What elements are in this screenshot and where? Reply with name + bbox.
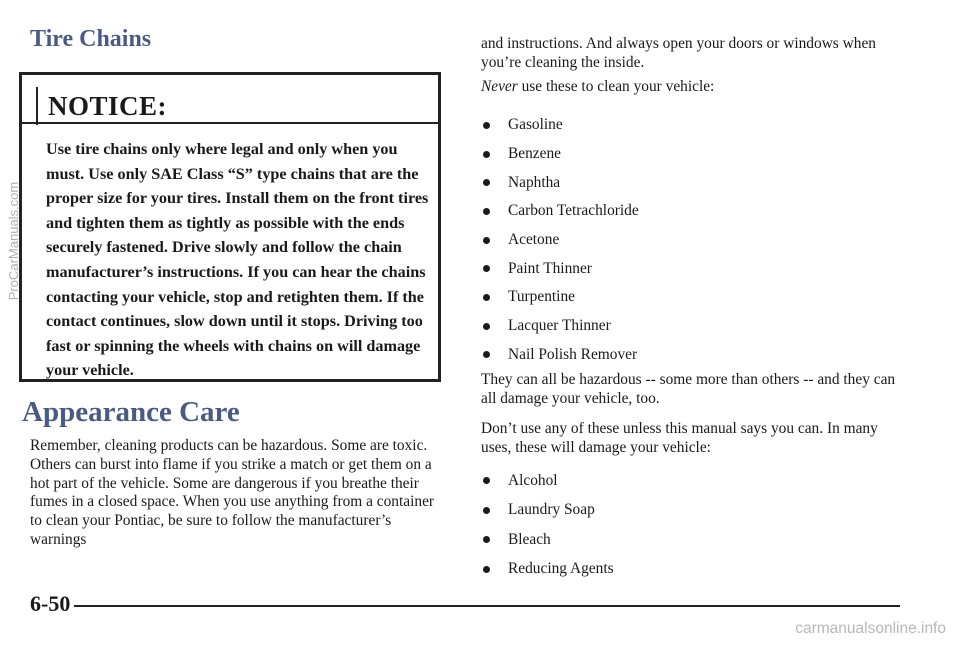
list-item	[481, 525, 614, 555]
hazard-paragraph: They can all be hazardous -- some more than others -- and they can all damage your vehicle, too.	[481, 371, 896, 407]
bullet-icon	[483, 536, 490, 543]
list-item	[481, 283, 639, 312]
list-item-label: Alcohol	[508, 471, 558, 489]
list-item-label: Reducing Agents	[508, 560, 614, 578]
list-item	[481, 168, 639, 197]
list-item	[481, 341, 639, 370]
list-item	[481, 111, 639, 140]
list-item	[481, 254, 639, 283]
bullet-icon	[483, 323, 490, 330]
bullet-icon	[483, 265, 490, 272]
bullet-icon	[483, 507, 490, 514]
bullet-icon	[483, 179, 490, 186]
page-number: 6-50	[30, 591, 71, 616]
list-item	[481, 466, 614, 496]
list-item-label: Paint Thinner	[508, 259, 592, 277]
never-intro-rest: use these to clean your vehicle:	[517, 78, 715, 95]
dont-use-list	[481, 466, 614, 584]
bullet-icon	[483, 237, 490, 244]
bullet-icon	[483, 351, 490, 358]
notice-box	[19, 72, 441, 382]
list-item-label: Lacquer Thinner	[508, 317, 611, 335]
bullet-icon	[483, 294, 490, 301]
list-item	[481, 496, 614, 526]
footer-rule	[74, 605, 900, 607]
section-title-tire-chains: Tire Chains	[30, 26, 152, 52]
dont-use-paragraph: Don’t use any of these unless this manual says you can. In many uses, these will damage your vehicle:	[481, 420, 878, 456]
bullet-icon	[483, 477, 490, 484]
list-item	[481, 555, 614, 585]
list-item-label: Nail Polish Remover	[508, 345, 638, 363]
list-item-label: Acetone	[508, 231, 560, 249]
list-item	[481, 312, 639, 341]
list-item-label: Gasoline	[508, 116, 563, 134]
list-item-label: Turpentine	[508, 288, 575, 306]
list-item-label: Bleach	[508, 530, 551, 548]
continued-paragraph: and instructions. And always open your doors or windows when you’re cleaning the inside.	[481, 35, 876, 71]
list-item-label: Benzene	[508, 145, 561, 163]
list-item-label: Laundry Soap	[508, 501, 595, 519]
never-use-list	[481, 111, 639, 369]
never-use-intro	[481, 78, 911, 97]
never-emphasis: Never	[481, 78, 518, 95]
bullet-icon	[483, 151, 490, 158]
list-item-label: Carbon Tetrachloride	[508, 202, 639, 220]
heading-appearance-care: Appearance Care	[22, 396, 240, 428]
bullet-icon	[483, 208, 490, 215]
list-item-label: Naphtha	[508, 173, 561, 191]
side-watermark: ProCarManuals.com	[6, 181, 21, 301]
list-item	[481, 197, 639, 226]
notice-divider	[22, 122, 438, 124]
notice-title: NOTICE:	[36, 87, 167, 125]
list-item	[481, 140, 639, 169]
notice-text: Use tire chains only where legal and only when you must. Use only SAE Class “S” type chains that are the proper size for your tires. Install them on the front tires and tighten them as tightly as possible with the ends securely fastened. Drive slowly and follow the chain manufacturer’s instructions. If you can hear the chains contacting your vehicle, stop and retighten them. If the contact continues, slow down until it stops. Driving too fast or spinning the wheels with chains on will damage your vehicle.	[46, 140, 429, 380]
bullet-icon	[483, 122, 490, 129]
bottom-watermark: carmanualsonline.info	[795, 620, 946, 637]
bullet-icon	[483, 566, 490, 573]
list-item	[481, 226, 639, 255]
appearance-care-paragraph: Remember, cleaning products can be hazardous. Some are toxic. Others can burst into flame if you strike a match or get them on a hot part of the vehicle. Some are dangerous if you breathe their fumes in a closed space. When you use anything from a container to clean your Pontiac, be sure to follow the manufacturer’s warnings	[30, 437, 435, 548]
